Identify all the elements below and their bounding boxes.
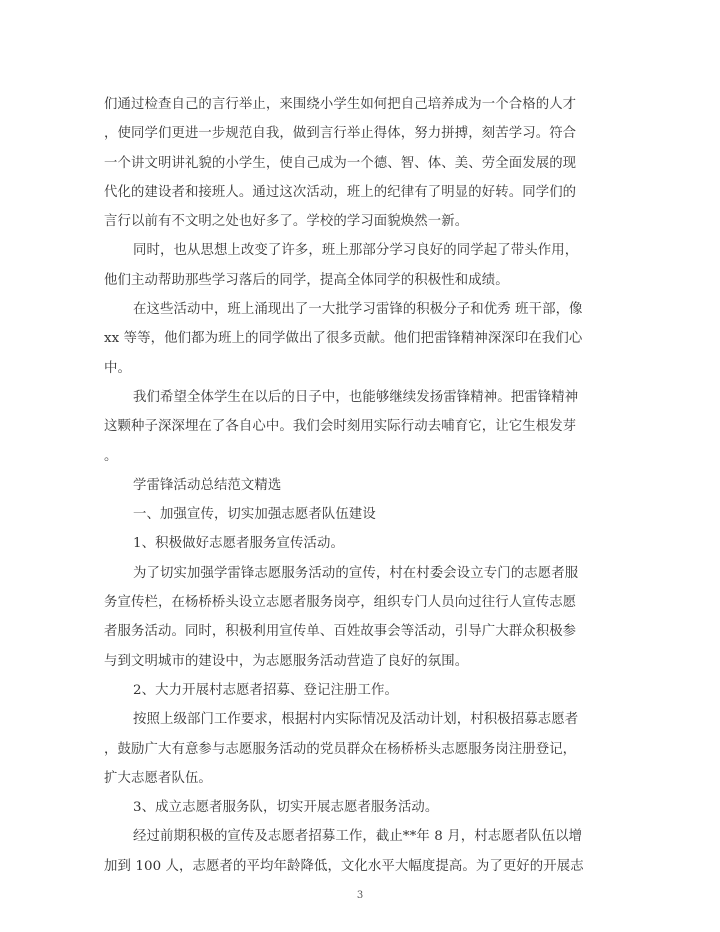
text-line: 这颗种子深深埋在了各自心中。我们会时刻用实际行动去哺育它，让它生根发芽 (104, 419, 577, 435)
text-line: 在这些活动中，班上涌现出了一大批学习雷锋的积极分子和优秀 班干部，像 (133, 302, 583, 318)
text-line: 。 (104, 448, 118, 464)
text-line: 同时，也从思想上改变了许多，班上那部分学习良好的同学起了带头作用， (133, 243, 579, 259)
text-line: 与到文明城市的建设中，为志愿服务活动营造了良好的氛围。 (104, 653, 469, 669)
text-line: ，使同学们更进一步规范自我，做到言行举止得体，努力拼搏，刻苦学习。符合 (104, 126, 577, 142)
text-line: 3、成立志愿者服务队，切实开展志愿者服务活动。 (133, 800, 439, 816)
document-body (104, 90, 584, 881)
text-line: 2、大力开展村志愿者招募、登记注册工作。 (133, 682, 398, 698)
text-line: 言行以前有不文明之处也好多了。学校的学习面貌焕然一新。 (104, 214, 469, 230)
text-line: 他们主动帮助那些学习落后的同学，提高全体同学的积极性和成绩。 (104, 272, 509, 288)
text-line: ，鼓励广大有意参与志愿服务活动的党员群众在杨桥桥头志愿服务岗注册登记， (104, 741, 577, 757)
text-line: 中。 (104, 360, 131, 376)
text-line: 1、积极做好志愿者服务宣传活动。 (133, 536, 344, 552)
page-number: 3 (356, 890, 364, 901)
text-line: 一、加强宣传，切实加强志愿者队伍建设 (133, 507, 376, 523)
text-line: 务宣传栏，在杨桥桥头设立志愿者服务岗亭，组织专门人员向过往行人宣传志愿 (104, 595, 577, 611)
text-line: 者服务活动。同时，积极利用宣传单、百姓故事会等活动，引导广大群众积极参 (104, 624, 577, 640)
text-line: 加到 100 人，志愿者的平均年龄降低，文化水平大幅度提高。为了更好的开展志 (104, 858, 584, 874)
text-line: 一个讲文明讲礼貌的小学生，使自己成为一个德、智、体、美、劳全面发展的现 (104, 155, 577, 171)
text-line: 们通过检查自己的言行举止，来围绕小学生如何把自己培养成为一个合格的人才 (104, 97, 577, 112)
text-line: 为了切实加强学雷锋志愿服务活动的宣传，村在村委会设立专门的志愿者服 (133, 565, 579, 581)
text-line: 代化的建设者和接班人。通过这次活动，班上的纪律有了明显的好转。同学们的 (104, 184, 577, 200)
text-line: 扩大志愿者队伍。 (104, 770, 212, 786)
text-line: xx 等等，他们都为班上的同学做出了很多贡献。他们把雷锋精神深深印在我们心 (104, 331, 583, 347)
text-line: 我们希望全体学生在以后的日子中，也能够继续发扬雷锋精神。把雷锋精神 (133, 389, 579, 405)
text-line: 经过前期积极的宣传及志愿者招募工作，截止**年 8 月，村志愿者队伍以增 (133, 829, 583, 845)
text-line: 学雷锋活动总结范文精选 (133, 477, 282, 493)
text-line: 按照上级部门工作要求，根据村内实际情况及活动计划，村积极招募志愿者 (133, 712, 579, 728)
